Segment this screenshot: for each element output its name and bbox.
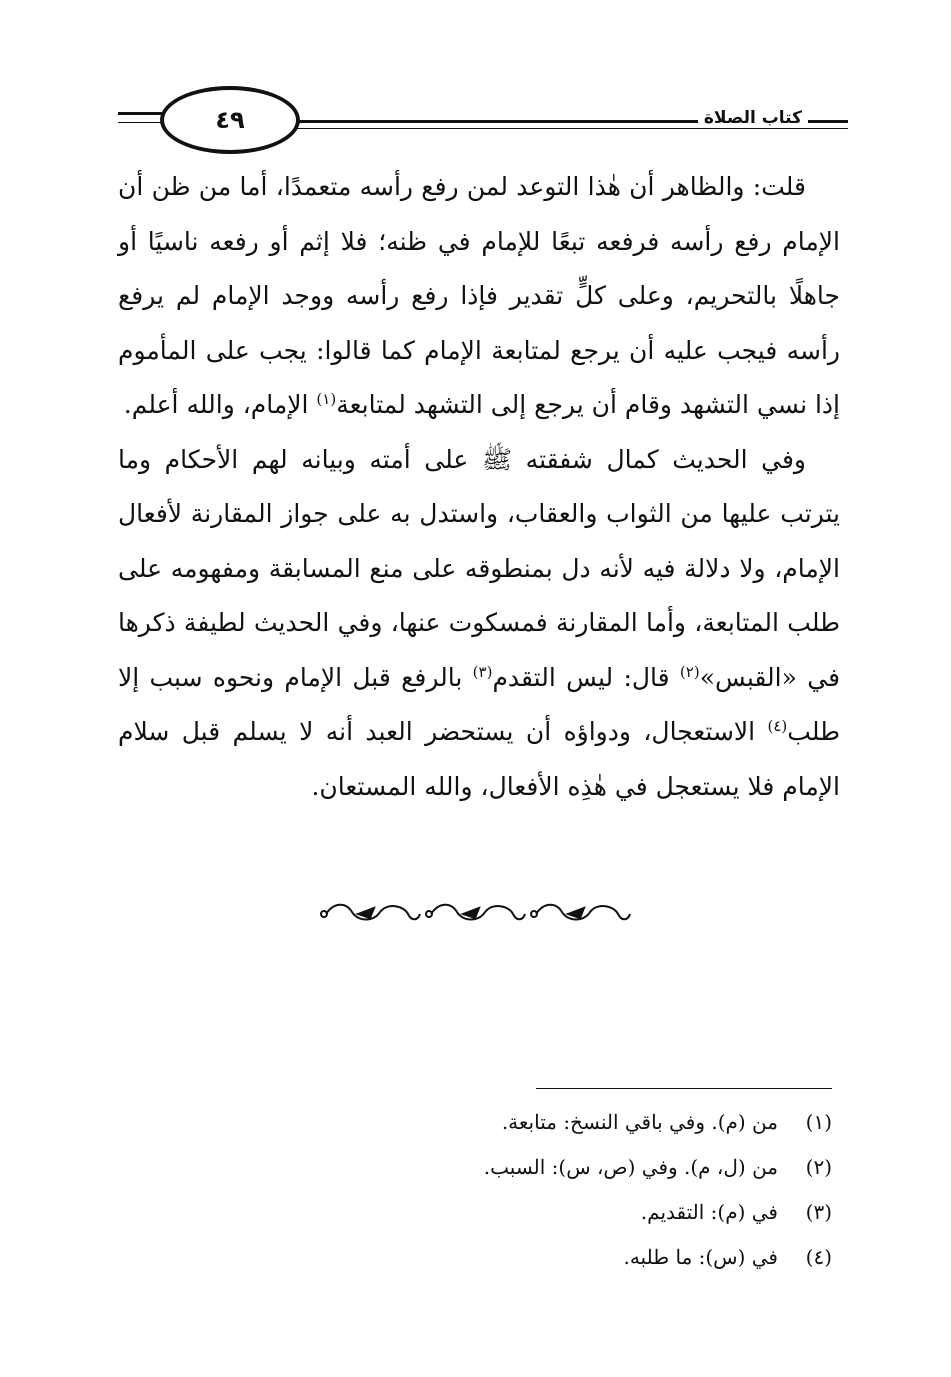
paragraph-1-end: الإمام، والله أعلم. <box>123 390 317 419</box>
footnote-separator <box>536 1088 832 1089</box>
footnote-text: من (م). وفي باقي النسخ: متابعة. <box>501 1110 778 1134</box>
page-number-badge <box>160 86 300 154</box>
footnote-number: (٣) <box>805 1200 832 1224</box>
paragraph-1 <box>118 160 840 433</box>
footnote-number: (٢) <box>805 1155 832 1179</box>
footnote-text: من (ل، م). وفي (ص، س): السبب. <box>483 1155 778 1179</box>
paragraph-2-part-c: بالرفع قبل الإمام ونحوه سبب إلا طلب <box>118 662 840 746</box>
footnote-number: (٤) <box>805 1245 832 1269</box>
footnote-ref-2: (٢) <box>679 662 700 681</box>
ornament-divider <box>318 896 634 932</box>
ornament-motif-1 <box>321 905 420 920</box>
ornament-motif-2 <box>426 905 525 920</box>
header-rule-right-bottom <box>283 128 848 129</box>
ornament-motif-3 <box>531 905 630 920</box>
page-header <box>118 86 848 154</box>
footnotes <box>300 1100 832 1280</box>
footnote-2 <box>300 1145 832 1190</box>
footnote-3 <box>300 1190 832 1235</box>
paragraph-1-text: قلت: والظاهر أن هٰذا التوعد لمن رفع رأسه متعمدًا، أما من ظن أن الإمام رفع رأسه فرفعه تبعًا للإمام في ظنه؛ فلا إثم أو رفعه ناسيًا أو جاهلًا بالتحريم، وعلى كلٍّ تقدير فإذا رفع رأسه ووجد الإمام لم يرفع رأسه فيجب عليه أن يرجع لمتابعة الإمام كما قالوا: يجب على المأموم إذا نسي التشهد وقام أن يرجع إلى التشهد لمتابعة <box>118 172 840 419</box>
footnote-ref-1: (١) <box>316 390 337 408</box>
footnote-number: (١) <box>805 1110 832 1134</box>
footnote-ref-4: (٤) <box>767 717 788 735</box>
footnote-text: في (س): ما طلبه. <box>623 1245 778 1269</box>
footnote-4 <box>300 1235 832 1280</box>
paragraph-2-part-a: وفي الحديث كمال شفقته ﷺ على أمته وبيانه لهم الأحكام وما يترتب عليها من الثواب والعقاب، واستدل به على جواز المقارنة لأفعال الإمام، ولا دلالة فيه لأنه دل بمنطوقه على منع المسابقة ومفهومه على طلب المتابعة، وأما المقارنة فمسكوت عنها، وفي الحديث لطيفة ذكرها في «القبس» <box>118 444 841 692</box>
main-text <box>118 160 840 814</box>
footnote-ref-3: (٣) <box>472 662 493 681</box>
running-title: كتاب الصلاة <box>698 108 808 128</box>
paragraph-2-part-d: الاستعجال، ودواؤه أن يستحضر العبد أنه لا يسلم قبل سلام الإمام فلا يستعجل في هٰذِه الأفعال، والله المستعان. <box>118 717 840 801</box>
footnote-text: في (م): التقديم. <box>640 1200 778 1224</box>
page-number: ٤٩ <box>215 106 245 134</box>
paragraph-2 <box>118 433 840 815</box>
footnote-1 <box>300 1100 832 1145</box>
paragraph-2-part-b: قال: ليس التقدم <box>492 662 680 692</box>
